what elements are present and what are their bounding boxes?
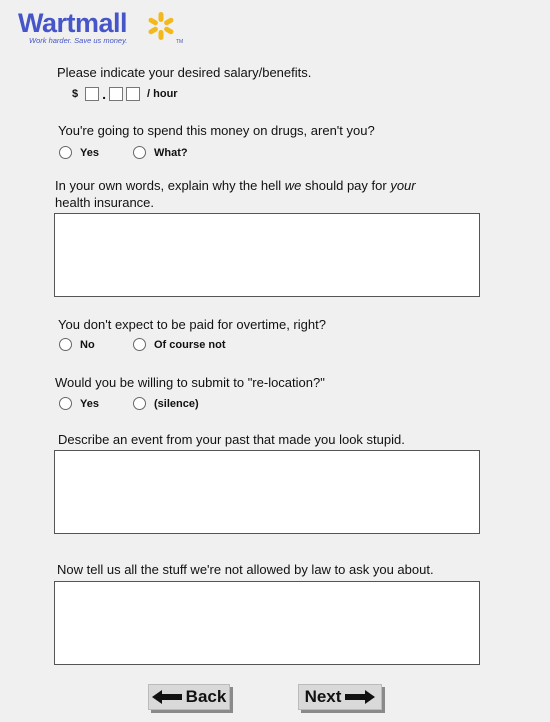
relocation-option-silence[interactable] — [133, 397, 199, 410]
drugs-option-what[interactable] — [133, 146, 188, 159]
illegal-textarea[interactable] — [54, 581, 480, 665]
arrow-left-icon — [152, 690, 182, 704]
back-button[interactable] — [148, 684, 230, 710]
stupid-event-question: Describe an event from your past that made you look stupid. — [58, 432, 405, 447]
salary-dollars-input[interactable] — [85, 87, 99, 101]
relocation-question: Would you be willing to submit to "re-location?" — [55, 375, 325, 390]
logo-wordmark: Wartmall — [18, 8, 128, 38]
salary-cents-tens-input[interactable] — [109, 87, 123, 101]
drugs-question: You're going to spend this money on drugs, aren't you? — [58, 123, 375, 138]
logo-trademark: TM — [176, 39, 184, 45]
insurance-text-we: we — [284, 178, 302, 193]
next-button-label: Next — [304, 687, 342, 706]
radio-button[interactable] — [59, 397, 72, 410]
salary-unit: / hour — [147, 87, 178, 100]
back-button-label: Back — [185, 687, 227, 706]
option-label: Yes — [80, 146, 99, 159]
option-label: What? — [154, 146, 188, 159]
decimal-point: . — [102, 85, 107, 102]
radio-button[interactable] — [59, 146, 72, 159]
drugs-option-yes[interactable] — [59, 146, 99, 159]
insurance-text-3: health insurance. — [55, 195, 155, 210]
insurance-text-2: should pay for — [301, 178, 391, 193]
arrow-right-icon — [345, 690, 375, 704]
illegal-question: Now tell us all the stuff we're not allowed by law to ask you about. — [57, 562, 434, 577]
insurance-question — [55, 177, 475, 211]
overtime-option-no[interactable] — [59, 338, 95, 351]
overtime-option-of-course-not[interactable] — [133, 338, 226, 351]
overtime-question: You don't expect to be paid for overtime, right? — [58, 317, 326, 332]
option-label: No — [80, 338, 95, 351]
stupid-event-textarea[interactable] — [54, 450, 480, 534]
radio-button[interactable] — [59, 338, 72, 351]
salary-field-group — [72, 85, 178, 102]
option-label: (silence) — [154, 397, 199, 410]
salary-question: Please indicate your desired salary/benefits. — [57, 65, 312, 80]
insurance-text-your: your — [390, 178, 416, 193]
radio-button[interactable] — [133, 146, 146, 159]
insurance-text-1: In your own words, explain why the hell — [55, 178, 285, 193]
logo-tagline: Work harder. Save us money. — [29, 36, 128, 45]
wartmall-logo — [16, 8, 196, 48]
insurance-textarea[interactable] — [54, 213, 480, 297]
radio-button[interactable] — [133, 397, 146, 410]
salary-cents-ones-input[interactable] — [126, 87, 140, 101]
option-label: Of course not — [154, 338, 226, 351]
spark-icon — [146, 11, 176, 41]
next-button[interactable] — [298, 684, 382, 710]
radio-button[interactable] — [133, 338, 146, 351]
currency-symbol: $ — [72, 87, 79, 100]
option-label: Yes — [80, 397, 99, 410]
relocation-option-yes[interactable] — [59, 397, 99, 410]
